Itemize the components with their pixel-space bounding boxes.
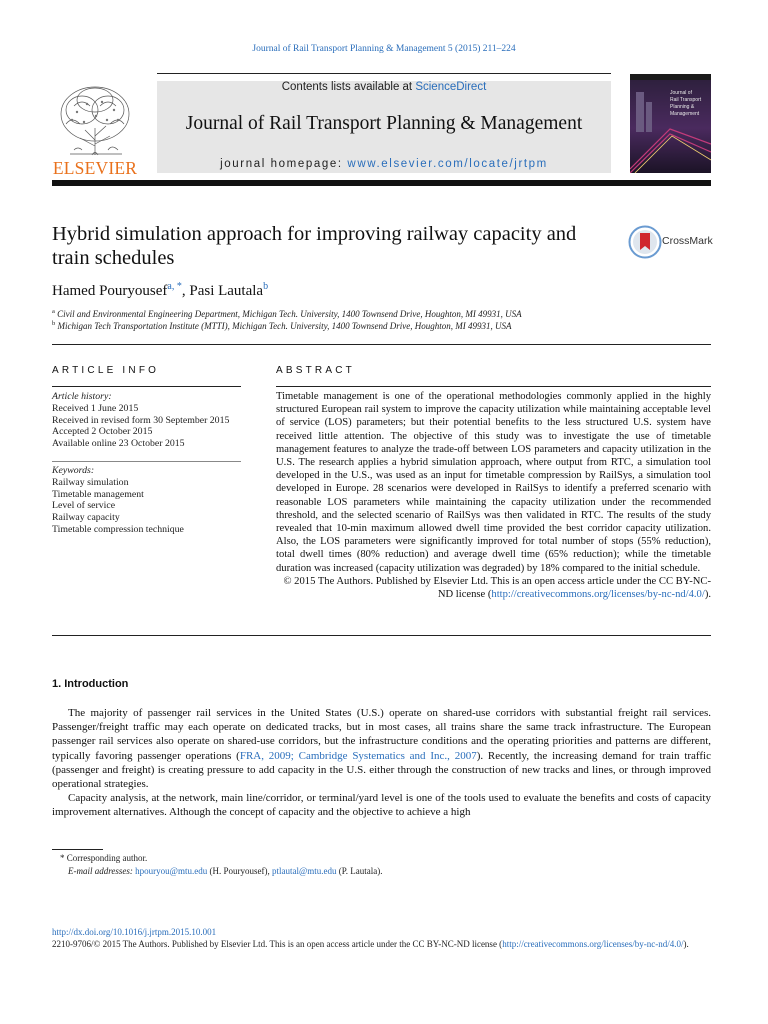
masthead-top-rule — [157, 73, 611, 74]
keyword-item: Level of service — [52, 500, 116, 512]
keyword-item: Timetable management — [52, 488, 144, 500]
running-head: Journal of Rail Transport Planning & Management 5 (2015) 211–224 — [252, 44, 516, 54]
keywords — [52, 465, 252, 536]
divider — [52, 386, 241, 387]
article-history-label: Article history: — [52, 391, 112, 402]
abstract-license — [276, 575, 711, 601]
author-affiliation-marks[interactable]: a, * — [167, 281, 182, 292]
copyright-prefix: 2210-9706/© 2015 The Authors. Published by Elsevier Ltd. This is an open access article under the CC BY-NC-ND license ( — [52, 939, 503, 949]
history-item: Received 1 June 2015 — [52, 402, 139, 414]
author-affiliation-marks[interactable]: b — [263, 281, 269, 292]
copyright-license-link[interactable]: http://creativecommons.org/licenses/by-nc-nd/4.0/ — [502, 939, 684, 949]
affiliation-mark: b — [52, 320, 56, 327]
copyright-suffix: ). — [683, 939, 689, 949]
history-item: Received in revised form 30 September 2015 — [52, 414, 230, 426]
corresponding-author-note: * Corresponding author. — [60, 853, 148, 863]
doi-link[interactable]: http://dx.doi.org/10.1016/j.jrtpm.2015.10.001 — [52, 927, 217, 937]
license-suffix: ). — [704, 589, 711, 601]
journal-homepage-line — [157, 158, 611, 170]
license-prefix: © 2015 The Authors. Published by Elsevier Ltd. This is an open access article under the CC BY-NC-ND license ( — [283, 575, 711, 601]
divider — [276, 386, 711, 387]
copyright-line — [52, 938, 711, 950]
article-info-heading: ARTICLE INFO — [52, 365, 160, 376]
email-owner: (P. Lautala). — [336, 866, 383, 876]
abstract-text: Timetable management is one of the operational methodologies commonly applied in the highly structured European rail system to improve the capacity utilization while maintaining acceptable level of service (LOS) parameters; but their potential benefits to the less structured U.S. system have received little attention. The objective of this study was to investigate the use of timetable management features to analyze the trade-off between LOS parameters and capacity utilization in the U.S. The research applies a hybrid simulation approach, where output from RTC, a simulation tool developed in the U.S., was used as an input for timetable compression by RailSys, a simulation tool developed in Europe. 28 scenarios were developed in RailSys to identify a preferred scenario with reasonable LOS parameters while maintaining the capacity utilization under the recommended threshold, and the selected scenario of RailSys was then validated in RTC. The results of the study revealed that 10-min maximum allowed dwell time provided the best corridor capacity utilization. Also, the LOS parameters were significantly improved for total number of stops (55% reduction), total dwell times (80% reduction) and average dwell time (65% reduction); while the timetable duration was increased (capacity utilization was degraded) by 18% compared to the initial schedule. — [276, 391, 711, 574]
email-link[interactable]: hpouryou@mtu.edu — [135, 866, 208, 876]
paragraph — [52, 706, 711, 791]
paragraph-text: ). Recently, the increasing demand for train traffic (passenger and freight) is creating pressure to add capacity in the U.S. either through the construction of new tracks and lines, or through improved operational strategies. — [52, 749, 712, 791]
license-link[interactable]: http://creativecommons.org/licenses/by-nc-nd/4.0/ — [491, 589, 705, 601]
affiliation-text: Michigan Tech Transportation Institute (MTTI), Michigan Tech. University, 1400 Townsend Drive, Houghton, MI 49931, USA — [57, 321, 512, 331]
paragraph: Capacity analysis, at the network, main line/corridor, or terminal/yard level is one of the tools used to evaluate the benefits and costs of capacity improvement alternatives. Although the concept of capacity and the objective to achieve a high — [52, 792, 711, 819]
email-addresses-note — [68, 865, 382, 878]
contents-prefix: Contents lists available at — [281, 81, 416, 93]
journal-title: Journal of Rail Transport Planning & Management — [185, 113, 583, 134]
crossmark-icon — [628, 225, 662, 259]
sciencedirect-link[interactable]: ScienceDirect — [415, 81, 487, 93]
masthead-thick-rule — [52, 180, 711, 186]
crossmark-button[interactable] — [628, 226, 714, 258]
cover-title-line-1: Journal of — [670, 90, 692, 96]
email-owner: (H. Pouryousef), — [207, 866, 272, 876]
divider — [52, 635, 711, 636]
author-separator: , — [181, 283, 190, 299]
homepage-prefix: journal homepage: — [220, 158, 348, 170]
history-item: Available online 23 October 2015 — [52, 438, 185, 450]
contents-lists-line — [157, 81, 611, 93]
cover-title-line-4: Management — [670, 111, 700, 117]
affiliation-a — [52, 308, 522, 319]
crossmark-label: CrossMark — [662, 235, 713, 247]
citation-link[interactable]: FRA, 2009; Cambridge Systematics and Inc., 2007 — [239, 749, 477, 762]
keywords-label: Keywords: — [52, 465, 95, 476]
section-heading-introduction: 1. Introduction — [52, 678, 129, 690]
keyword-item: Timetable compression technique — [52, 523, 184, 535]
abstract-heading: ABSTRACT — [276, 365, 355, 376]
doi-line — [52, 926, 711, 938]
article-title: Hybrid simulation approach for improving railway capacity and train schedules — [52, 223, 577, 269]
email-label: E-mail addresses: — [68, 866, 136, 876]
cover-title-line-2: Rail Transport — [670, 97, 702, 103]
history-item: Accepted 2 October 2015 — [52, 426, 153, 438]
footnote-rule — [52, 849, 103, 850]
elsevier-wordmark: ELSEVIER — [52, 158, 138, 178]
divider — [52, 461, 241, 462]
keyword-item: Railway simulation — [52, 476, 129, 488]
affiliation-mark: a — [52, 308, 55, 315]
abstract-body — [276, 390, 711, 601]
homepage-link[interactable]: www.elsevier.com/locate/jrtpm — [347, 158, 548, 170]
affiliation-b — [52, 320, 512, 331]
introduction-body — [52, 706, 711, 820]
journal-cover-image — [630, 74, 711, 173]
divider — [52, 344, 711, 345]
affiliation-text: Civil and Environmental Engineering Department, Michigan Tech. University, 1400 Townsend Drive, Houghton, MI 49931, USA — [57, 309, 522, 319]
author-name: Pasi Lautala — [189, 283, 264, 299]
email-link[interactable]: ptlautal@mtu.edu — [271, 866, 337, 876]
article-history — [52, 391, 252, 450]
author-name: Hamed Pouryousef — [52, 283, 168, 299]
paragraph-text: The majority of passenger rail services in the United States (U.S.) operate on shared-use corridors with substantial freight rail services. Passenger/freight traffic may each operate on dedicated tracks, but in most cases, all trains share the same track infrastructure. The European passenger rail services also operate on shared-use corridors, but the infrastructure conditions and the operating priorities and patterns are different, typically favoring passenger operations ( — [52, 707, 711, 762]
cover-title-line-3: Planning & — [670, 104, 695, 110]
author-line — [52, 281, 268, 300]
keyword-item: Railway capacity — [52, 512, 120, 524]
